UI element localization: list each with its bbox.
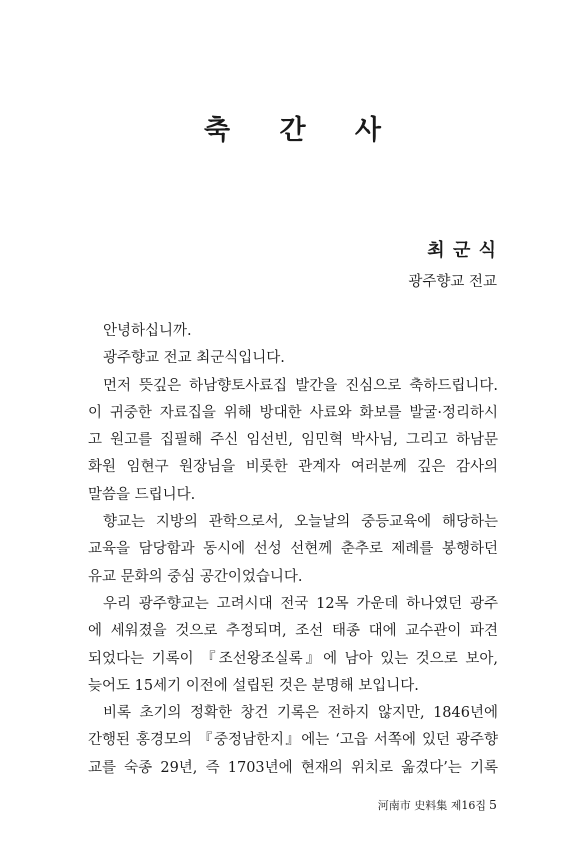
text-line: 말씀을 드립니다.: [88, 486, 196, 503]
text-line: 비록 초기의 정확한 창건 기록은 전하지 않지만, 1846년에: [103, 705, 498, 722]
author-role: 광주향교 전교: [408, 274, 497, 290]
text-line: 화원 임현구 원장님을 비롯한 관계자 여러분께 깊은 감사의: [88, 459, 498, 476]
paragraph: [88, 591, 498, 700]
text-line: 유교 문화의 중심 공간이었습니다.: [88, 568, 303, 585]
text-line: 먼저 뜻깊은 하남향토사료집 발간을 진심으로 축하드립니다.: [103, 377, 498, 394]
page-footer: [378, 797, 497, 813]
text-line: 광주향교 전교 최군식입니다.: [103, 350, 285, 367]
text-line: 이 귀중한 자료집을 위해 방대한 사료와 화보를 발굴·정리하시: [88, 404, 498, 421]
author-name: 최 군 식: [427, 240, 497, 261]
text-line: 교를 숙종 29년, 즉 1703년에 현재의 위치로 옮겼다’는 기록: [88, 759, 498, 776]
text-line: 되었다는 기록이 『조선왕조실록』에 남아 있는 것으로 보아,: [88, 650, 498, 667]
text-line: 우리 광주향교는 고려시대 전국 12목 가운데 하나였던 광주: [103, 595, 498, 612]
text-line: 안녕하십니까.: [103, 323, 192, 339]
page-number: 5: [489, 797, 497, 812]
text-line: 교육을 담당함과 동시에 선성 선현께 춘추로 제례를 봉행하던: [88, 541, 498, 558]
paragraph: [88, 700, 498, 782]
text-line: 고 원고를 집필해 주신 임선빈, 임민혁 박사님, 그리고 하남문: [88, 432, 498, 449]
body-text: [88, 318, 498, 782]
page-title: 축 간 사: [203, 115, 402, 146]
paragraph: [88, 318, 498, 345]
publication-name: 河南市 史料集 제16집: [377, 799, 487, 812]
text-line: 간행된 홍경모의 『중정남한지』에는 ‘고읍 서쪽에 있던 광주향: [88, 732, 498, 749]
text-line: 향교는 지방의 관학으로서, 오늘날의 중등교육에 해당하는: [103, 514, 498, 531]
text-line: 늦어도 15세기 이전에 설립된 것은 분명해 보입니다.: [88, 677, 419, 694]
paragraph: [88, 509, 498, 591]
paragraph: [88, 373, 498, 509]
text-line: 에 세워졌을 것으로 추정되며, 조선 태종 대에 교수관이 파견: [88, 623, 498, 640]
paragraph: [88, 345, 498, 372]
